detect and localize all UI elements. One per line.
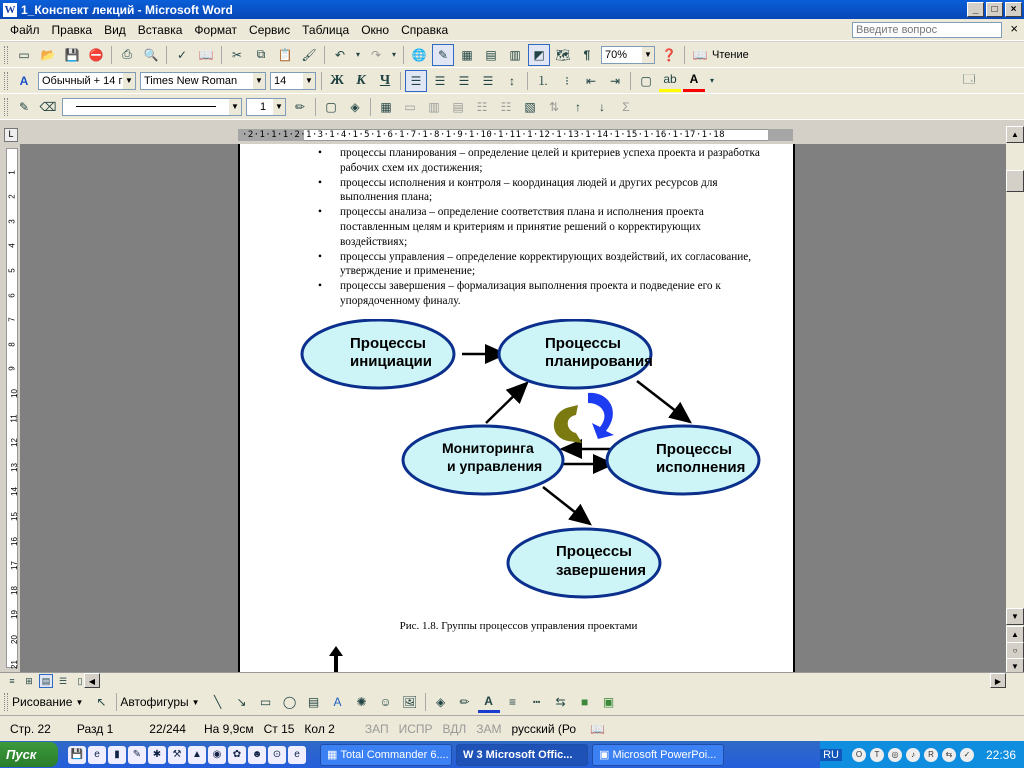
ask-question-input[interactable]: Введите вопрос	[852, 22, 1002, 38]
bullet-icon: •	[318, 206, 322, 219]
vruler-number: 10	[9, 389, 19, 398]
border-color-icon[interactable]: ✏	[294, 99, 306, 114]
clipart-icon[interactable]: ☺	[379, 695, 392, 709]
vruler-number: 1	[7, 169, 17, 175]
text-direction-icon[interactable]: ⇅	[548, 99, 560, 114]
quicklaunch-media-icon[interactable]: ◉	[208, 746, 226, 764]
drawing-icon[interactable]: ◩	[528, 44, 550, 66]
status-pages: 22/244	[149, 721, 186, 736]
word-app-icon[interactable]: W	[4, 3, 16, 16]
styles-icon[interactable]: A	[19, 73, 29, 88]
underline-button[interactable]: Ч	[379, 72, 391, 88]
vruler-number: 5	[7, 268, 17, 273]
next-page-icon[interactable]: ▼	[1006, 658, 1024, 675]
svg-text:исполнения: исполнения	[656, 459, 746, 476]
status-bar	[0, 715, 1024, 741]
justify-icon[interactable]: ☰	[482, 73, 494, 88]
status-line: Ст 15	[263, 721, 295, 736]
chevron-down-icon[interactable]: ▼	[303, 73, 315, 89]
wordart-icon[interactable]: A	[333, 695, 342, 709]
prev-page-icon[interactable]: ▲	[1006, 626, 1024, 643]
quicklaunch-icq-icon[interactable]: ✿	[228, 746, 246, 764]
status-extend[interactable]: ВДЛ	[442, 721, 467, 736]
tray-sound-icon[interactable]: ♪	[906, 748, 920, 762]
tables-borders-toolbar	[0, 94, 1024, 120]
close-button[interactable]: ×	[1005, 2, 1022, 17]
tray-opera-icon[interactable]: O	[852, 748, 866, 762]
web-view-icon[interactable]: ⊞	[25, 675, 33, 686]
hyperlink-icon[interactable]: 🌐	[411, 47, 427, 62]
cursor-arrow-icon	[328, 646, 344, 672]
arrow-icon[interactable]: ↘	[236, 695, 247, 709]
maximize-button[interactable]: □	[986, 2, 1003, 17]
vruler-number: 20	[9, 635, 19, 644]
quicklaunch-pencil-icon[interactable]: ✎	[128, 746, 146, 764]
research-icon[interactable]: 📖	[198, 47, 214, 62]
vruler-number: 6	[7, 292, 17, 298]
arrow-monitoring-planning	[486, 383, 527, 423]
diagram-icon[interactable]: ✺	[356, 695, 367, 709]
line-weight-select[interactable]: 1 ▼	[246, 98, 286, 116]
merge-cells-icon[interactable]: ▭	[404, 99, 416, 114]
numbering-icon[interactable]: ⒈	[536, 74, 549, 88]
outside-border-icon[interactable]: ▢	[325, 99, 337, 114]
font-select[interactable]: Times New Roman ▼	[140, 72, 266, 90]
quick-launch	[68, 746, 306, 764]
scroll-up-icon[interactable]: ▲	[1006, 126, 1024, 143]
horizontal-scrollbar[interactable]	[0, 672, 1024, 689]
redo-dropdown-icon[interactable]: ▾	[391, 50, 396, 59]
permission-icon[interactable]: ⛔	[88, 47, 104, 62]
menu-table[interactable]: Таблица	[302, 22, 350, 37]
show-hide-icon[interactable]: ¶	[583, 47, 591, 62]
insert-table-icon[interactable]: ▦	[380, 99, 392, 114]
scroll-thumb[interactable]	[1006, 170, 1024, 192]
status-rec[interactable]: ЗАП	[364, 721, 389, 736]
align-cell-icon[interactable]: ▤	[452, 99, 464, 114]
minimize-button[interactable]: _	[967, 2, 984, 17]
vruler-number: 17	[9, 561, 19, 571]
figure-caption: Рис. 1.8. Группы процессов управления проектами	[399, 620, 638, 632]
status-position: На 9,9см	[203, 721, 254, 736]
vruler-number: 18	[9, 585, 19, 595]
oval-icon[interactable]: ◯	[282, 695, 297, 709]
svg-text:Процессы: Процессы	[556, 543, 632, 560]
columns-icon[interactable]: ▥	[509, 47, 521, 62]
svg-text:и управления: и управления	[447, 458, 543, 474]
status-track[interactable]: ИСПР	[398, 721, 433, 736]
vruler-number: 3	[7, 219, 17, 224]
font-color-icon[interactable]: A	[683, 70, 705, 92]
list-item: • процессы планирования – определение целей и критериев успеха проекта и разработка рабочих схем их достижения;	[318, 147, 760, 174]
menu-format[interactable]: Формат	[194, 22, 238, 37]
sort-ascending-icon[interactable]: ↑	[575, 99, 581, 114]
svg-text:Процессы: Процессы	[545, 335, 621, 352]
toolbar-grip[interactable]	[4, 46, 8, 64]
title-bar	[0, 0, 1024, 19]
new-icon[interactable]: ▭	[18, 47, 30, 62]
line-spacing-icon[interactable]: ↕	[509, 73, 515, 88]
align-right-icon[interactable]: ☰	[458, 73, 470, 88]
table-autoformat-icon[interactable]: ▧	[524, 99, 536, 114]
tray-antivirus-icon[interactable]: ✓	[960, 748, 974, 762]
window-title: 1_Конспект лекций - Microsoft Word	[21, 2, 233, 17]
paste-icon[interactable]: 📋	[277, 47, 293, 62]
arrow-planning-execution	[637, 381, 690, 422]
tab-selector-icon[interactable]: L	[4, 128, 18, 142]
quicklaunch-save-icon[interactable]: 💾	[68, 746, 86, 764]
formatting-toolbar	[0, 68, 1024, 94]
list-item: • процессы исполнения и контроля – координация людей и других ресурсов для выполнения плана;	[318, 176, 718, 204]
shading-color-icon[interactable]: ◈	[350, 99, 360, 114]
arrow-monitoring-closing	[543, 487, 590, 524]
vruler-number: 13	[9, 462, 19, 472]
distribute-rows-icon[interactable]: ☷	[476, 99, 488, 114]
fill-color-icon[interactable]: ◈	[435, 695, 446, 709]
outline-view-icon[interactable]: ☰	[58, 675, 68, 686]
dash-style-icon[interactable]: ┅	[532, 695, 541, 709]
spelling-icon[interactable]: ✓	[176, 47, 188, 62]
quicklaunch-book-icon[interactable]: ▮	[108, 746, 126, 764]
chevron-down-icon[interactable]: ▼	[123, 73, 135, 89]
split-cells-icon[interactable]: ▥	[428, 99, 440, 114]
clock[interactable]: 22:36	[985, 747, 1016, 762]
drawing-menu[interactable]: Рисование	[12, 695, 73, 709]
new-comment-icon[interactable]: 🗔	[962, 72, 976, 86]
chevron-down-icon[interactable]: ▼	[642, 47, 654, 63]
line-style-icon[interactable]: ≡	[509, 695, 517, 709]
vruler-number: 4	[7, 243, 17, 249]
line-style-select[interactable]	[62, 98, 242, 116]
bullet-list	[318, 146, 770, 309]
picture-icon[interactable]: 🖼	[401, 695, 418, 709]
chevron-down-icon[interactable]: ▼	[75, 697, 84, 707]
autosum-icon[interactable]: Σ	[622, 99, 630, 114]
menu-insert[interactable]: Вставка	[137, 22, 183, 37]
chevron-down-icon[interactable]: ▼	[273, 99, 285, 115]
print-layout-icon[interactable]: ▤	[39, 674, 53, 688]
task-word[interactable]: W 3 Microsoft Offic...	[456, 744, 588, 766]
italic-button[interactable]: К	[356, 72, 366, 88]
svg-text:Процессы: Процессы	[656, 441, 732, 458]
vruler-number: 16	[9, 536, 19, 546]
spelling-status-icon: 📖	[590, 721, 606, 736]
align-left-icon[interactable]: ☰	[405, 70, 427, 92]
reading-view-icon[interactable]: ▯	[77, 675, 83, 686]
arrow-style-icon[interactable]: ⇆	[555, 695, 566, 709]
status-page: Стр. 22	[10, 721, 51, 736]
line-icon[interactable]: ╲	[213, 695, 222, 709]
drawing-toolbar	[0, 689, 1024, 715]
standard-toolbar	[0, 42, 1024, 68]
bold-button[interactable]: Ж	[330, 72, 344, 88]
scroll-right-icon[interactable]: ▶	[990, 673, 1006, 688]
language-indicator[interactable]: RU	[820, 749, 842, 761]
document-area[interactable]	[20, 144, 1006, 672]
task-powerpoint[interactable]: ▣ Microsoft PowerPoi...	[592, 744, 724, 766]
borders-icon[interactable]: ▢	[640, 73, 652, 88]
scroll-left-icon[interactable]: ◀	[84, 673, 100, 688]
taskbar	[0, 741, 1024, 768]
draw-table-icon[interactable]: ✎	[18, 99, 30, 114]
list-item: • процессы завершения – формализация выполнения проекта и подведение его к упорядоченному финалу.	[318, 280, 721, 307]
quicklaunch-people-icon[interactable]: ☻	[248, 746, 266, 764]
doc-close-icon[interactable]: ×	[1010, 21, 1018, 36]
format-painter-icon[interactable]: 🖌	[301, 47, 317, 62]
ruler-numbers: ·2·1·1·1·2·1·3·1·4·1·5·1·6·1·7·1·8·1·9·1·10·1·11·1·12·1·13·1·14·1·15·1·16·1·17·1·18	[242, 130, 725, 140]
decrease-indent-icon[interactable]: ⇤	[585, 73, 597, 88]
quicklaunch-ie-icon[interactable]: e	[88, 746, 106, 764]
document-map-icon[interactable]: 🗺	[555, 47, 571, 62]
increase-indent-icon[interactable]: ⇥	[609, 73, 621, 88]
shadow-icon[interactable]: ■	[580, 695, 589, 709]
vruler-number: 7	[7, 317, 17, 322]
quicklaunch-shell-icon[interactable]: ⊙	[268, 746, 286, 764]
copy-icon[interactable]: ⧉	[256, 47, 266, 61]
vertical-scrollbar[interactable]	[1006, 126, 1024, 672]
vruler-number: 12	[9, 438, 19, 448]
list-item: • процессы анализа – определение соответствия плана и исполнения проекта поставленным целям и критериям и принятие решений о корректирующих воздействиях;	[318, 206, 704, 248]
undo-dropdown-icon[interactable]: ▾	[355, 50, 360, 59]
svg-text:Мониторинга: Мониторинга	[442, 440, 534, 456]
toolbar-grip[interactable]	[4, 72, 8, 90]
vruler-number: 19	[9, 610, 19, 620]
autoshapes-menu[interactable]: Автофигуры	[120, 695, 189, 709]
3d-icon[interactable]: ▣	[602, 695, 615, 709]
select-objects-icon[interactable]: ↖	[96, 695, 107, 709]
insert-table-icon[interactable]: ▦	[461, 47, 473, 62]
help-icon[interactable]: ❓	[661, 47, 677, 62]
process-diagram	[300, 319, 780, 609]
vruler-number: 2	[7, 194, 17, 199]
system-tray	[820, 741, 1024, 768]
vruler-number: 11	[9, 413, 19, 423]
vruler-number: 14	[9, 487, 19, 497]
status-overtype[interactable]: ЗАМ	[476, 721, 502, 736]
browse-object-icon[interactable]: ○	[1006, 642, 1024, 659]
cut-icon[interactable]: ✂	[231, 47, 243, 62]
chevron-down-icon[interactable]: ▾	[709, 76, 714, 85]
print-preview-icon[interactable]: 🔍	[143, 47, 159, 62]
style-select[interactable]: Обычный + 14 г ▼	[38, 72, 136, 90]
toolbar-grip[interactable]	[4, 693, 8, 711]
vruler-number: 21	[9, 659, 19, 669]
menu-view[interactable]: Вид	[104, 22, 126, 37]
tray-app-icon[interactable]: T	[870, 748, 884, 762]
scroll-down-icon[interactable]: ▼	[1006, 608, 1024, 625]
quicklaunch-app-icon[interactable]: ✱	[148, 746, 166, 764]
read-button[interactable]: Чтение	[712, 48, 749, 61]
horizontal-ruler[interactable]	[0, 126, 1024, 144]
menu-window[interactable]: Окно	[361, 22, 390, 37]
menu-tools[interactable]: Сервис	[249, 22, 291, 37]
chevron-down-icon[interactable]: ▼	[253, 73, 265, 89]
svg-text:Процессы: Процессы	[350, 335, 426, 352]
menu-edit[interactable]: Правка	[51, 22, 93, 37]
tray-network-icon[interactable]: ⇆	[942, 748, 956, 762]
svg-text:планирования: планирования	[545, 353, 653, 370]
tray-ru-icon[interactable]: R	[924, 748, 938, 762]
menu-file[interactable]: Файл	[10, 22, 40, 37]
bullet-icon: •	[318, 280, 322, 293]
cycle-arrow-olive	[554, 405, 582, 443]
bullet-icon: •	[318, 250, 322, 263]
vertical-ruler[interactable]	[4, 144, 20, 672]
zoom-select[interactable]: 70% ▼	[601, 46, 655, 64]
bullets-icon[interactable]: ⁝	[565, 73, 569, 88]
rectangle-icon[interactable]: ▭	[259, 695, 272, 709]
menu-bar	[0, 19, 1024, 41]
menu-help[interactable]: Справка	[401, 22, 449, 37]
sort-descending-icon[interactable]: ↓	[599, 99, 605, 114]
highlight-icon[interactable]: ab	[659, 70, 681, 92]
redo-icon[interactable]: ↷	[370, 47, 382, 62]
tray-cd-icon[interactable]: ◎	[888, 748, 902, 762]
chevron-down-icon[interactable]: ▼	[191, 697, 200, 707]
chevron-down-icon[interactable]: ▼	[229, 99, 241, 115]
align-center-icon[interactable]: ☰	[434, 73, 446, 88]
bullet-icon: •	[318, 147, 322, 159]
task-total-commander[interactable]: ▦ Total Commander 6....	[320, 744, 452, 766]
distribute-columns-icon[interactable]: ☷	[500, 99, 512, 114]
vruler-number: 15	[9, 512, 19, 521]
start-button[interactable]: Пуск	[0, 742, 58, 767]
eraser-icon[interactable]: ⌫	[39, 99, 57, 114]
tables-borders-icon[interactable]: ✎	[432, 44, 454, 66]
svg-text:завершения: завершения	[556, 562, 647, 579]
undo-icon[interactable]: ↶	[334, 47, 346, 62]
normal-view-icon[interactable]: ≡	[9, 676, 15, 686]
open-icon[interactable]: 📂	[40, 47, 56, 62]
font-color-icon[interactable]: A	[478, 691, 500, 713]
status-column: Кол 2	[304, 721, 335, 736]
document-page[interactable]	[238, 144, 795, 672]
list-item: • процессы управления – определение корректирующих воздействий, их согласование, утверждение и применение;	[318, 250, 752, 278]
vruler-number: 9	[7, 366, 17, 372]
save-icon[interactable]: 💾	[64, 47, 80, 62]
print-icon[interactable]: ⎙	[122, 47, 132, 61]
quicklaunch-aim-icon[interactable]: ▲	[188, 746, 206, 764]
quicklaunch-ie2-icon[interactable]: e	[288, 746, 306, 764]
textbox-icon[interactable]: ▤	[307, 695, 320, 709]
bullet-icon: •	[318, 176, 322, 189]
read-icon[interactable]: 📖	[692, 47, 708, 62]
status-section: Разд 1	[76, 721, 114, 736]
toolbar-grip[interactable]	[4, 98, 8, 116]
svg-text:инициации: инициации	[350, 353, 432, 370]
vruler-number: 8	[7, 342, 17, 347]
cycle-arrow-blue	[588, 393, 614, 439]
quicklaunch-tool-icon[interactable]: ⚒	[168, 746, 186, 764]
insert-excel-icon[interactable]: ▤	[485, 47, 497, 62]
line-color-icon[interactable]: ✏	[459, 695, 470, 709]
status-language: русский (Ро	[511, 721, 577, 736]
font-size-select[interactable]: 14 ▼	[270, 72, 316, 90]
